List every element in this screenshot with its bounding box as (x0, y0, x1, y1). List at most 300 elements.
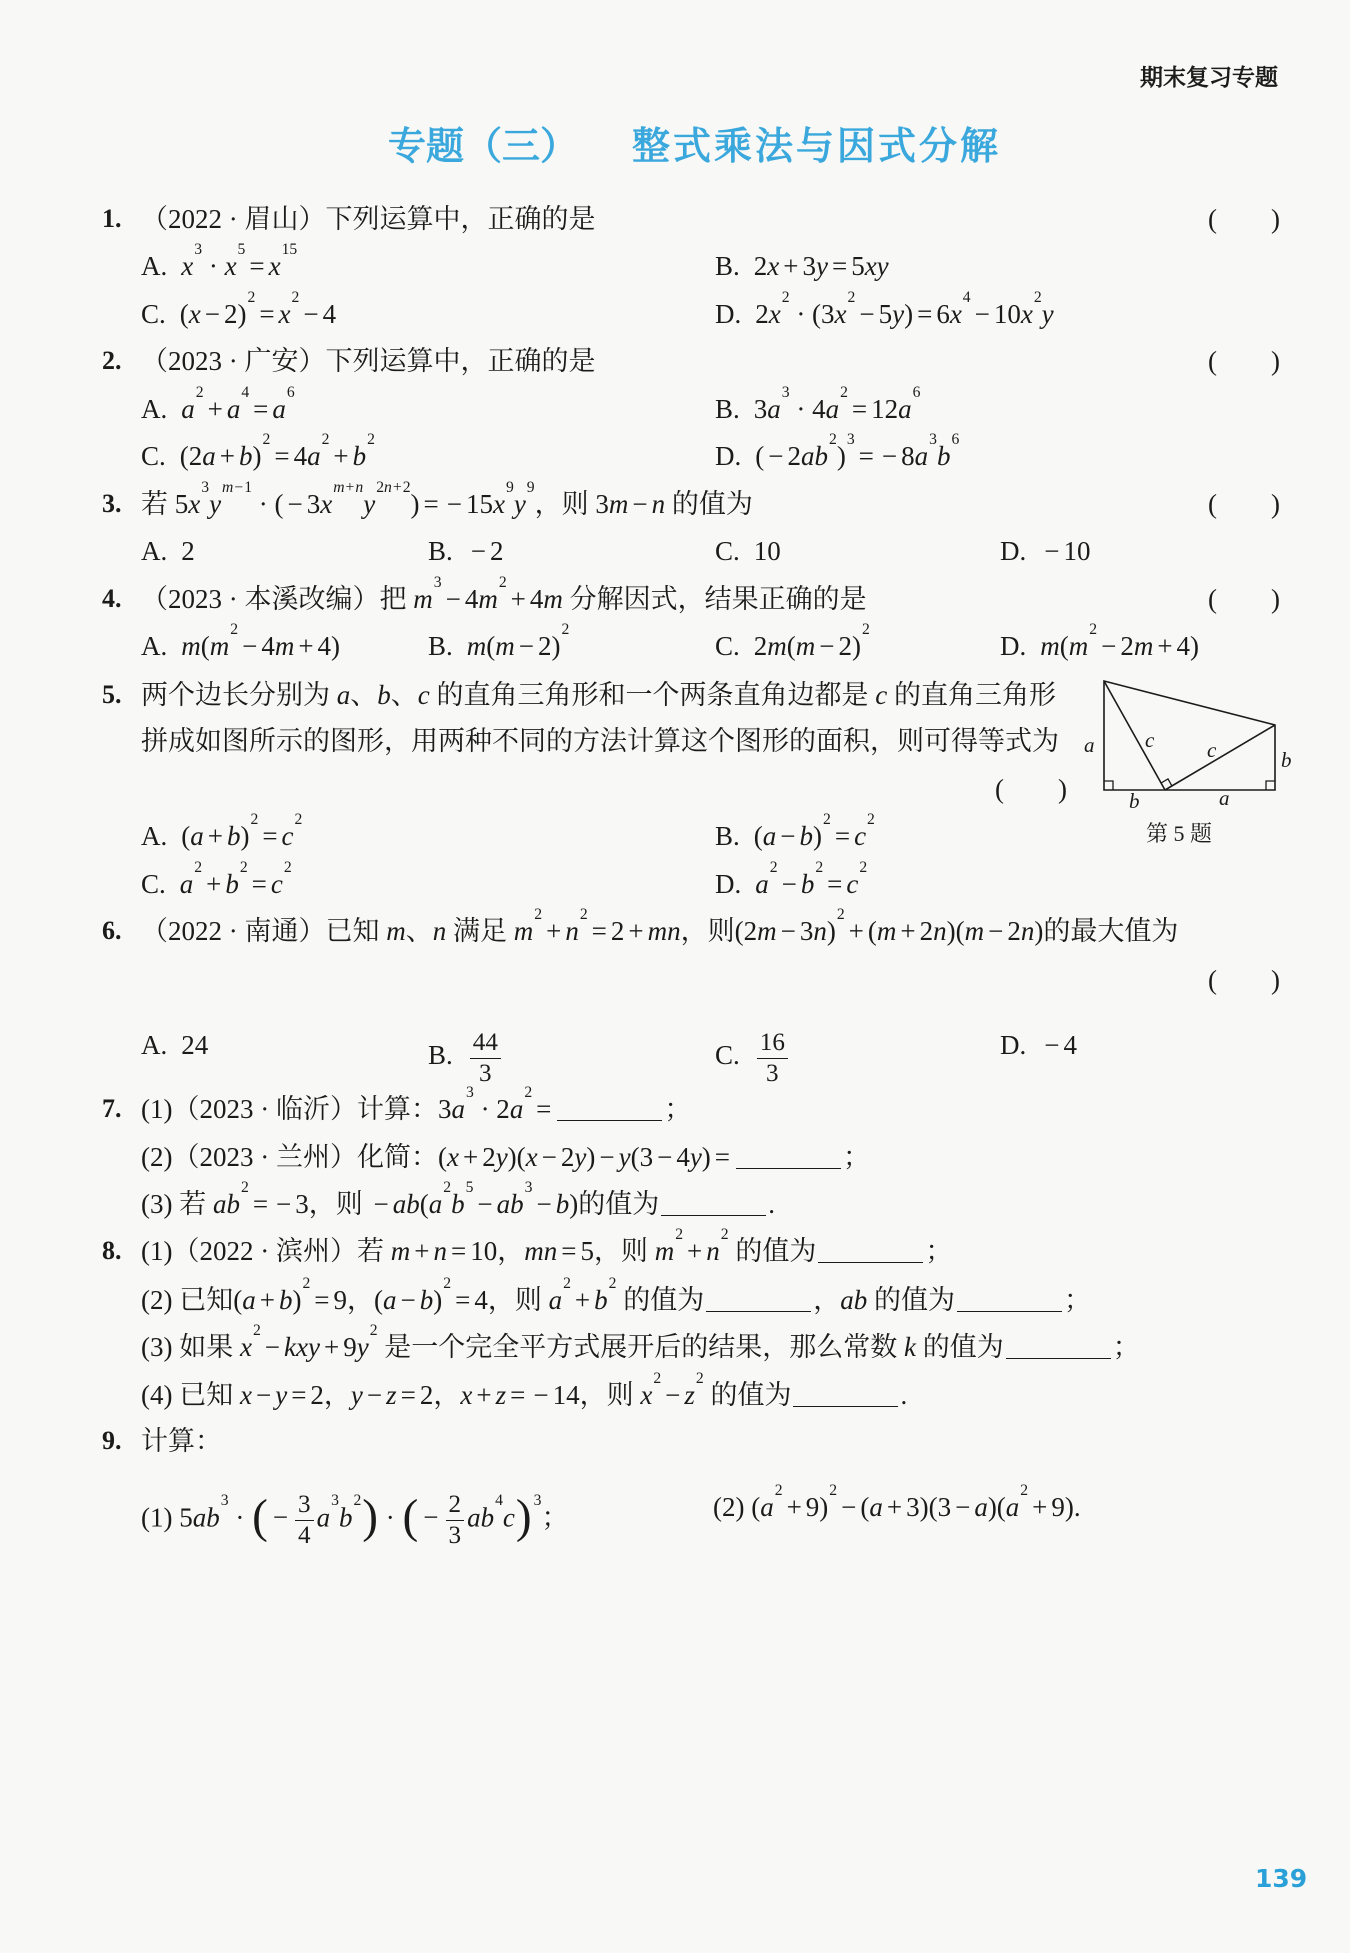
math-text: + b (206, 869, 239, 899)
question-stem (141, 678, 1056, 712)
superscript: 2 (608, 1274, 617, 1292)
option-c (715, 620, 870, 663)
figure-caption: 第 5 题 (1146, 821, 1213, 846)
math-text: x (181, 251, 194, 281)
question-stem (141, 344, 596, 378)
math-text: + n (546, 916, 579, 946)
figure-label-a: a (1219, 786, 1230, 810)
superscript: 2 (774, 1481, 783, 1499)
option-label: D. (715, 299, 742, 329)
option-label: C. (715, 631, 740, 661)
math-text: （2023 · 本溪改编）把 m (141, 584, 433, 614)
superscript: 2 (769, 858, 778, 876)
math-text: − b (781, 869, 815, 899)
superscript: 3 (533, 1492, 542, 1510)
math-text: + 4m 分解因式，结果正确的是 (510, 584, 867, 614)
option-a (141, 810, 303, 853)
math-text: + b (333, 441, 367, 471)
question-stem (141, 1424, 222, 1458)
superscript: 2 (823, 810, 831, 828)
superscript: 2 (1020, 1481, 1029, 1499)
math-text: (1) 5ab (141, 1502, 220, 1533)
option-label: D. (1000, 1030, 1027, 1060)
option-expression (181, 536, 195, 566)
option-expression (753, 383, 921, 424)
math-text: (2)（2023 · 兰州）化简：(x + 2y)(x − 2y) − y(3 − 4y) = (141, 1142, 731, 1172)
fraction (295, 1490, 314, 1550)
math-text: · (3x (789, 299, 847, 329)
math-text: m(m (1040, 631, 1089, 661)
math-text: = (536, 1094, 552, 1124)
question-number: 2. (102, 346, 122, 375)
superscript: 6 (912, 383, 921, 401)
superscript: 3 (524, 1178, 533, 1196)
question-number: 8. (102, 1236, 122, 1265)
option-b (428, 1028, 504, 1087)
answer-blank (736, 1142, 841, 1169)
math-text: − 4 (303, 299, 337, 329)
large-parenthesis: ( (252, 1490, 268, 1543)
question-stem (141, 905, 1179, 948)
math-text: = 9，(a − b) (314, 1285, 443, 1315)
math-text: y (363, 489, 376, 519)
answer-blank (661, 1189, 766, 1216)
math-text: − z (665, 1380, 695, 1410)
question-stem (141, 573, 867, 616)
figure-label-c: c (1207, 738, 1217, 762)
option-expression (181, 383, 295, 424)
superscript: 2 (262, 430, 271, 448)
superscript: 3 (331, 1492, 339, 1510)
question-number: 6. (102, 916, 122, 945)
option-label: A. (141, 394, 168, 424)
sub-question-2 (141, 1140, 870, 1174)
option-label: D. (715, 441, 742, 471)
superscript: 2 (443, 1274, 452, 1292)
superscript: 2 (294, 810, 303, 828)
superscript: 3 (929, 430, 937, 448)
option-expression (467, 1029, 504, 1087)
fraction-numerator: 2 (446, 1490, 465, 1521)
answer-blank (957, 1285, 1062, 1312)
superscript: 2 (443, 1178, 452, 1196)
option-c (715, 1028, 791, 1087)
superscript: 2 (230, 620, 239, 638)
superscript: 2 (867, 810, 875, 828)
figure-label-b: b (1129, 789, 1140, 813)
superscript: 2 (781, 288, 790, 306)
superscript: 2 (367, 430, 375, 448)
fraction-denominator: 3 (479, 1059, 492, 1087)
answer-bracket: ( ) (1208, 204, 1280, 234)
math-text: · 4a (789, 394, 840, 424)
option-d (715, 858, 868, 901)
math-text: m(m − 2) (466, 631, 561, 661)
math-text: ( − 2ab (755, 441, 828, 471)
option-b (428, 534, 504, 568)
math-text: . (768, 1189, 775, 1219)
option-expression (181, 240, 298, 281)
math-text: = 4，则 a (455, 1285, 563, 1315)
option-a (141, 620, 341, 663)
option-c (141, 430, 375, 473)
math-text: · 2a (473, 1094, 524, 1124)
math-text: · (379, 1502, 402, 1533)
math-text: b (936, 441, 951, 471)
superscript: 3 (220, 1492, 229, 1510)
large-parenthesis: ) (362, 1490, 379, 1543)
option-expression (755, 858, 868, 899)
option-expression (1040, 1030, 1077, 1060)
option-expression (755, 430, 960, 471)
option-expression (1040, 620, 1200, 661)
math-text: − 2 (470, 536, 504, 566)
math-text: ，则 3m − n 的值为 (534, 489, 753, 519)
option-label: A. (141, 821, 168, 851)
figure-label-b: b (1281, 748, 1292, 772)
option-expression (181, 1030, 208, 1060)
superscript: 2 (283, 858, 292, 876)
large-parenthesis: ( (402, 1490, 419, 1543)
sub-question-1 (141, 1225, 953, 1268)
figure-label-c: c (1145, 728, 1155, 752)
math-text: = x (249, 251, 281, 281)
math-text: 2 (181, 536, 195, 566)
option-expression (466, 620, 570, 661)
option-d (1000, 1028, 1077, 1062)
math-text: c (502, 1502, 515, 1533)
answer-bracket: ( ) (1208, 584, 1280, 614)
superscript: 9 (526, 478, 535, 496)
math-text: = c (262, 821, 294, 851)
math-text: − b)的值为 (536, 1189, 660, 1219)
math-text: 两个边长分别为 a、b、c 的直角三角形和一个两条直角边都是 c 的直角三角形 (141, 680, 1056, 710)
option-a (141, 240, 298, 283)
option-label: B. (715, 821, 740, 851)
math-text: (3) 若 ab (141, 1189, 240, 1219)
option-label: D. (715, 869, 742, 899)
math-text: b (451, 1189, 465, 1219)
math-text: a (179, 869, 194, 899)
superscript: 2 (534, 905, 543, 923)
superscript: 2 (563, 1274, 571, 1292)
question-stem-continued (141, 724, 1059, 758)
large-parenthesis: ) (515, 1490, 532, 1543)
answer-bracket: ( ) (1208, 965, 1280, 995)
superscript: 4 (495, 1492, 503, 1510)
math-text: 2m(m − 2) (753, 631, 861, 661)
math-text: + b (574, 1285, 608, 1315)
superscript: 2 (1033, 288, 1042, 306)
fraction-numerator: 3 (295, 1490, 314, 1521)
answer-blank (706, 1285, 811, 1312)
math-text: ； (1063, 1285, 1091, 1315)
math-text: y (1041, 299, 1054, 329)
option-label: C. (141, 441, 166, 471)
question-number: 5. (102, 680, 122, 709)
option-expression (753, 620, 870, 661)
option-label: B. (428, 1040, 453, 1071)
option-a (141, 1028, 208, 1062)
section-header: 期末复习专题 (1140, 65, 1278, 91)
math-text: = c (251, 869, 283, 899)
superscript: 5 (237, 240, 246, 258)
option-d (715, 430, 960, 473)
math-text: (2) 已知(a + b) (141, 1285, 302, 1315)
math-text: （2023 · 广安）下列运算中，正确的是 (141, 346, 596, 376)
math-text: 拼成如图所示的图形，用两种不同的方法计算这个图形的面积，则可得等式为 (141, 726, 1059, 756)
superscript: 2 (353, 1492, 362, 1510)
option-b (715, 810, 875, 853)
option-expression (179, 288, 337, 329)
option-expression (181, 620, 341, 661)
question-stem (141, 202, 596, 236)
superscript: 2 (815, 858, 824, 876)
superscript: 3 (433, 573, 442, 591)
math-text: = x (259, 299, 291, 329)
math-text: − ab (477, 1189, 524, 1219)
option-expression (467, 536, 504, 566)
fraction (446, 1490, 465, 1550)
superscript: 2 (675, 1225, 684, 1243)
triangle-figure (1080, 665, 1300, 815)
math-text: ； (664, 1094, 692, 1124)
option-c (141, 288, 337, 331)
option-label: C. (715, 536, 740, 566)
fraction (757, 1028, 788, 1088)
superscript: 2 (695, 1369, 704, 1387)
superscript: 2 (239, 858, 248, 876)
superscript: 2 (561, 620, 570, 638)
math-text: （2022 · 眉山）下列运算中，正确的是 (141, 204, 596, 234)
fraction-denominator: 3 (448, 1521, 462, 1549)
superscript: 15 (281, 240, 298, 258)
option-expression (1040, 536, 1090, 566)
superscript: 2 (829, 1481, 838, 1499)
option-label: B. (428, 631, 453, 661)
superscript: 2 (291, 288, 300, 306)
math-text: − (a + 3)(3 − a)(a (841, 1492, 1020, 1522)
option-label: B. (715, 251, 740, 281)
option-d (1000, 620, 1200, 663)
question-number: 3. (102, 489, 122, 518)
math-text: b (338, 1502, 353, 1533)
option-label: B. (715, 394, 740, 424)
superscript: m+n (333, 478, 364, 496)
question-number: 9. (102, 1426, 122, 1455)
superscript: 3 (201, 478, 210, 496)
math-text: (x − 2) (179, 299, 247, 329)
answer-blank (557, 1094, 662, 1121)
math-text: + 9). (1032, 1492, 1081, 1522)
option-expression (754, 536, 781, 566)
math-text: ； (1112, 1332, 1140, 1362)
math-text: 的值为 (703, 1380, 792, 1410)
math-text: (a − b) (753, 821, 822, 851)
math-text: = c (827, 869, 859, 899)
math-text: (a + b) (181, 821, 250, 851)
superscript: 2 (840, 383, 848, 401)
figure-outline (1104, 681, 1275, 790)
superscript: 2 (240, 1178, 249, 1196)
math-text: 的值为 (616, 1285, 705, 1315)
answer-bracket: ( ) (995, 774, 1067, 804)
sub-question-1 (141, 1490, 569, 1549)
math-text: (4) 已知 x − y = 2，y − z = 2，x + z = − 14，则 x (141, 1380, 653, 1410)
superscript: 5 (465, 1178, 474, 1196)
math-text: − (423, 1502, 439, 1533)
superscript: 2 (321, 430, 330, 448)
sub-question-3 (141, 1178, 775, 1221)
math-text: m(m (181, 631, 230, 661)
option-label: C. (141, 299, 166, 329)
fraction-numerator: 44 (470, 1028, 501, 1059)
option-label: A. (141, 536, 168, 566)
math-text: y (209, 489, 222, 519)
math-text: − 10 (1044, 536, 1091, 566)
option-expression (754, 251, 889, 281)
math-text: · (228, 1502, 252, 1533)
math-text: − (272, 1502, 289, 1533)
math-text: − 4m + 4) (242, 631, 341, 661)
math-text: 2x + 3y = 5xy (753, 251, 889, 281)
question-number: 4. (102, 584, 122, 613)
math-text: + 9) (786, 1492, 829, 1522)
superscript: 2 (847, 288, 856, 306)
superscript: 2 (720, 1225, 729, 1243)
option-label: A. (141, 631, 168, 661)
math-text: + (m + 2n)(m − 2n)的最大值为 (848, 916, 1179, 946)
option-d (1000, 534, 1090, 568)
superscript: 2 (194, 858, 203, 876)
option-expression (181, 810, 303, 851)
right-angle-mark (1266, 781, 1275, 790)
option-b (715, 383, 921, 426)
math-text: （2022 · 南通）已知 m、n 满足 m (141, 916, 534, 946)
math-text: 的值为 (728, 1236, 817, 1266)
math-text: ab (467, 1502, 495, 1533)
option-expression (179, 858, 292, 899)
math-text: a (316, 1502, 331, 1533)
superscript: 2 (498, 573, 507, 591)
math-text: 2x (755, 299, 781, 329)
option-b (715, 249, 889, 283)
math-text: = 12a (851, 394, 912, 424)
superscript: 2 (862, 620, 870, 638)
option-label: B. (428, 536, 453, 566)
page-title: 整式乘法与因式分解 (632, 124, 1002, 168)
superscript: 3 (465, 1083, 474, 1101)
superscript: 4 (962, 288, 971, 306)
math-text: ； (925, 1236, 953, 1266)
superscript: 2 (195, 383, 204, 401)
math-text: − 4m (445, 584, 498, 614)
math-text: − 10x (974, 299, 1033, 329)
option-c (141, 858, 292, 901)
hypotenuse-left (1104, 681, 1165, 790)
option-expression (754, 1029, 791, 1087)
figure-label-a: a (1084, 733, 1095, 757)
math-text: = a (253, 394, 286, 424)
math-text: − kxy + 9y (264, 1332, 369, 1362)
superscript: 3 (846, 430, 855, 448)
option-label: A. (141, 1030, 168, 1060)
option-label: A. (141, 251, 168, 281)
superscript: 6 (286, 383, 295, 401)
math-text: − 5y) = 6x (859, 299, 962, 329)
superscript: 2 (828, 430, 837, 448)
answer-bracket: ( ) (1208, 489, 1280, 519)
math-text: = 4a (274, 441, 321, 471)
option-a (141, 534, 195, 568)
option-label: C. (715, 1040, 740, 1071)
option-expression (179, 430, 375, 471)
math-text: (1)（2023 · 临沂）计算：3a (141, 1094, 465, 1124)
superscript: 2 (250, 810, 259, 828)
option-d (715, 288, 1054, 331)
sub-question-1 (141, 1083, 692, 1126)
superscript: 6 (951, 430, 960, 448)
option-label: C. (141, 869, 166, 899)
superscript: 2 (859, 858, 868, 876)
math-text: ，ab 的值为 (813, 1285, 955, 1315)
question-number: 7. (102, 1094, 122, 1123)
superscript: 9 (505, 478, 514, 496)
math-text: (2) (a (713, 1492, 774, 1522)
math-text: a (181, 394, 195, 424)
superscript: 2 (836, 905, 845, 923)
hypotenuse-right (1165, 725, 1275, 790)
math-text: 若 5x (141, 489, 201, 519)
fraction-denominator: 4 (298, 1521, 311, 1549)
math-text: 10 (753, 536, 781, 566)
fraction (470, 1028, 501, 1088)
option-a (141, 383, 295, 426)
math-text: · x (202, 251, 237, 281)
answer-bracket: ( ) (1208, 346, 1280, 376)
math-text: ) (836, 441, 846, 471)
math-text: · ( − 3x (252, 489, 333, 519)
question-number: 1. (102, 204, 122, 233)
option-label: D. (1000, 536, 1027, 566)
superscript: 2 (252, 1321, 261, 1339)
math-text: + n (687, 1236, 720, 1266)
math-text: + a (207, 394, 241, 424)
math-text: ) = − 15x (410, 489, 505, 519)
option-label: D. (1000, 631, 1027, 661)
math-text: ； (843, 1142, 871, 1172)
math-text: = − 8a (858, 441, 929, 471)
math-text: − 4 (1044, 1030, 1077, 1060)
option-c (715, 534, 781, 568)
math-text: (1)（2022 · 滨州）若 m + n = 10，mn = 5，则 m (141, 1236, 675, 1266)
superscript: 2 (369, 1321, 378, 1339)
superscript: 3 (194, 240, 203, 258)
math-text: (2a + b) (179, 441, 262, 471)
right-angle-mark (1104, 781, 1113, 790)
question-stem (141, 478, 753, 521)
superscript: 2 (247, 288, 256, 306)
math-text: ； (541, 1502, 569, 1533)
math-text: = 2 + mn，则(2m − 3n) (591, 916, 836, 946)
option-expression (753, 810, 875, 851)
math-text: . (900, 1380, 908, 1410)
superscript: 2 (579, 905, 588, 923)
math-text: (3) 如果 x (141, 1332, 252, 1362)
sub-question-4 (141, 1369, 908, 1412)
math-text: = − 3，则 − ab(a (252, 1189, 443, 1219)
superscript: m−1 (222, 478, 253, 496)
